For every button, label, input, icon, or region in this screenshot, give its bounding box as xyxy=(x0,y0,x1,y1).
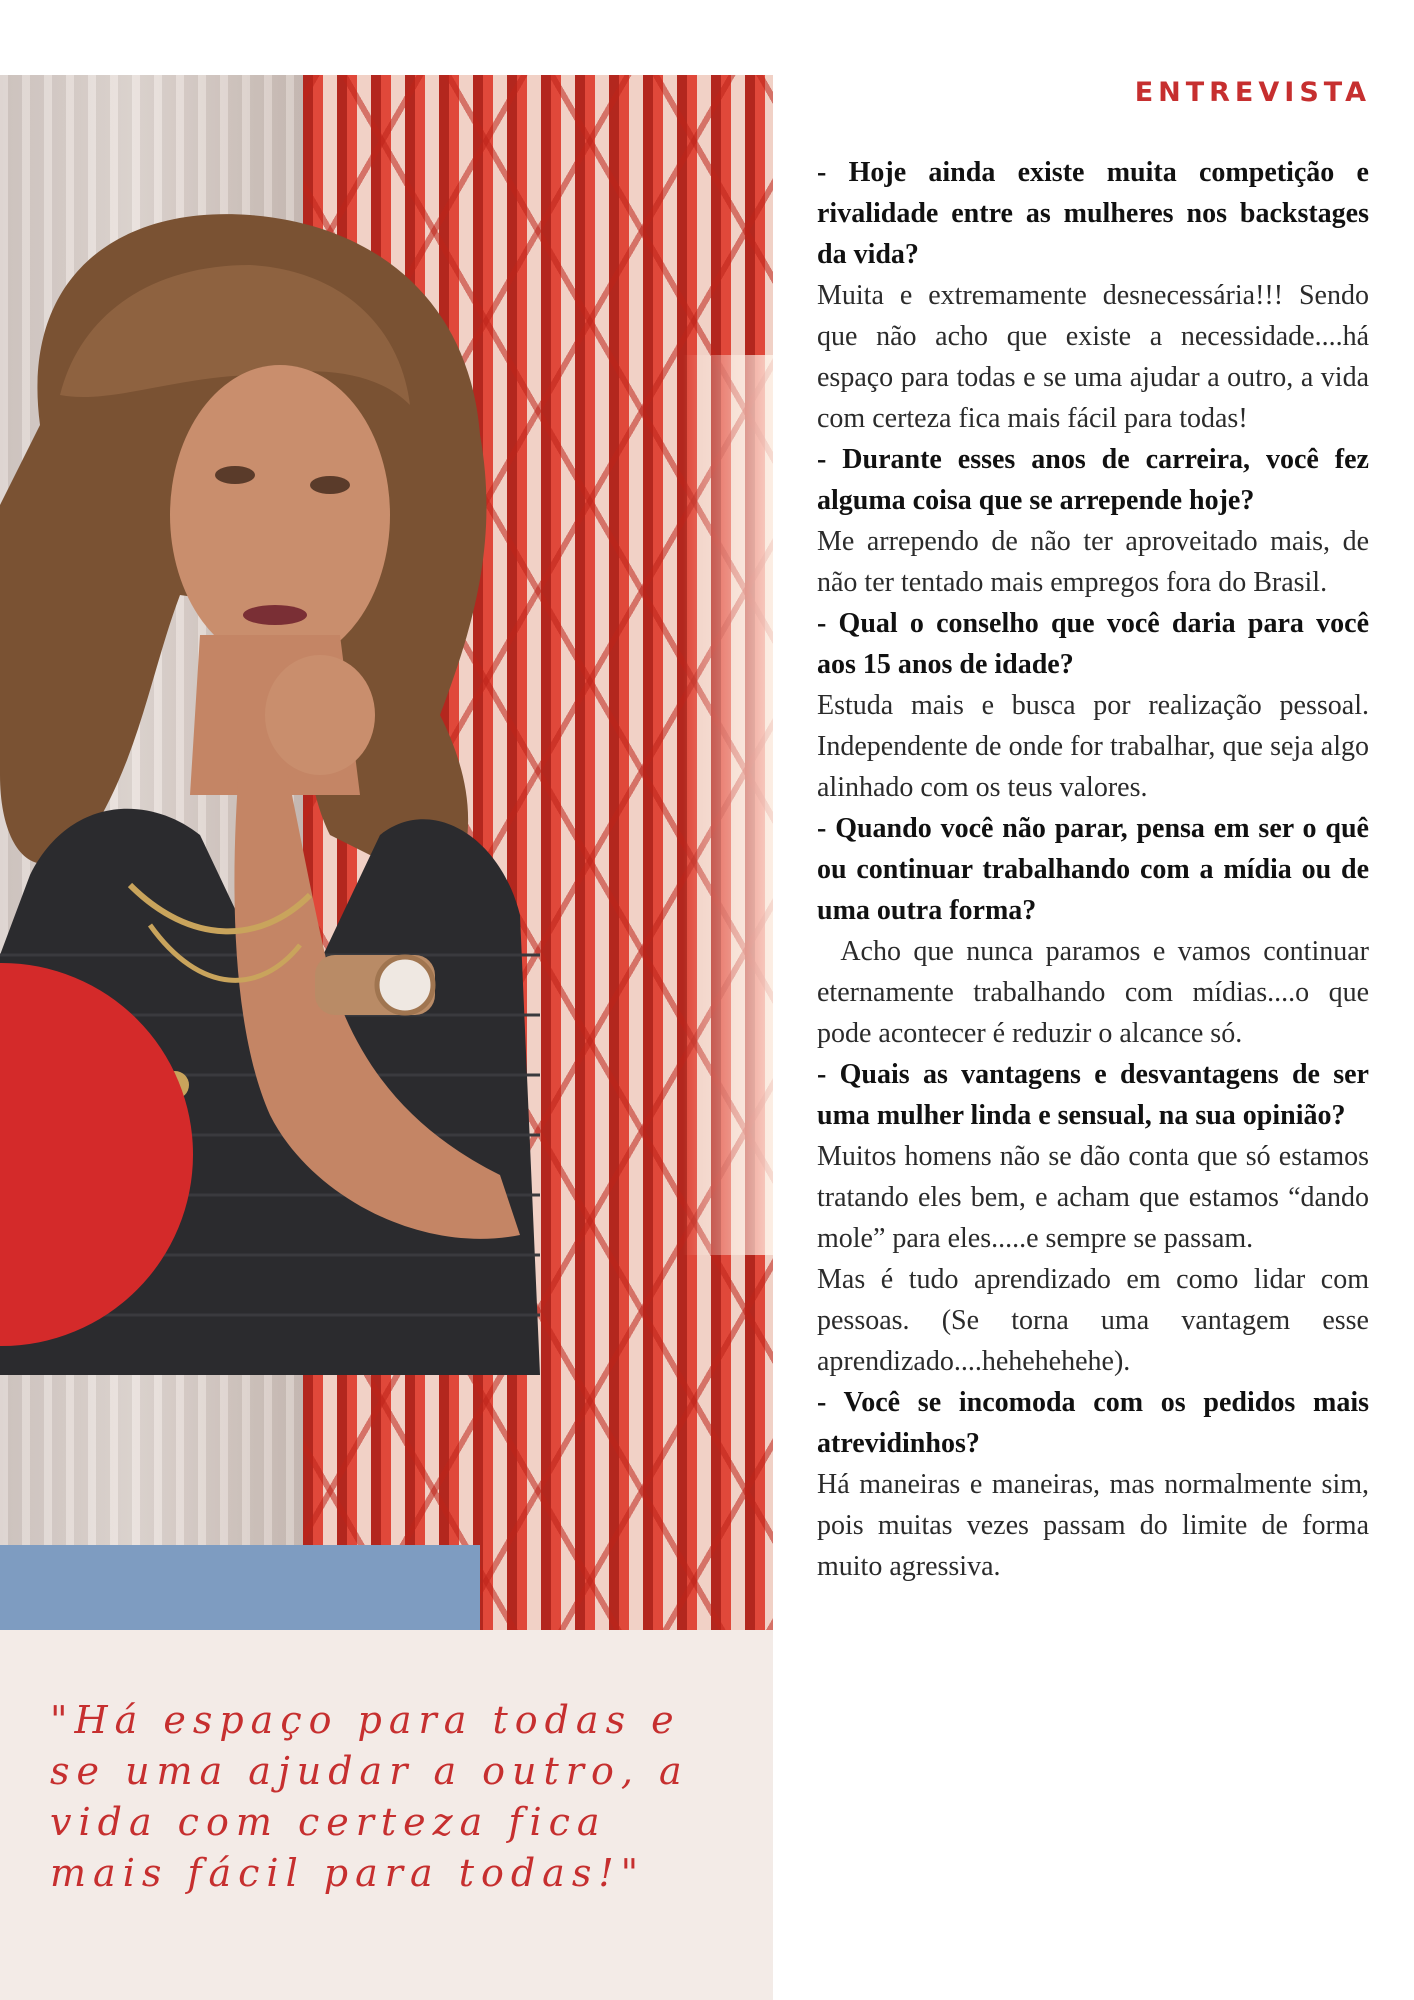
interview-answer: Mas é tudo aprendizado em como lidar com pessoas. (Se torna uma vantagem esse aprendizado....hehehehehe). xyxy=(817,1264,1369,1377)
portrait-photo xyxy=(0,75,773,1630)
interview-answer: Muita e extremamente desnecessária!!! Sendo que não acho que existe a necessidade....há espaço para todas e se uma ajudar a outro, a vida com certeza fica mais fácil para todas! xyxy=(817,280,1369,434)
interview-answer: Estuda mais e busca por realização pessoal. Independente de onde for trabalhar, que seja algo alinhado com os teus valores. xyxy=(817,690,1369,803)
pull-quote-box xyxy=(0,1630,773,2000)
interview-question: - Quando você não parar, pensa em ser o quê ou continuar trabalhando com a mídia ou de uma outra forma? xyxy=(817,813,1369,926)
interview-answer: Me arrependo de não ter aproveitado mais, de não ter tentado mais empregos fora do Brasil. xyxy=(817,526,1369,598)
interview-question: - Você se incomoda com os pedidos mais atrevidinhos? xyxy=(817,1387,1369,1459)
interview-question: - Durante esses anos de carreira, você fez alguma coisa que se arrepende hoje? xyxy=(817,444,1369,516)
interview-column xyxy=(817,152,1369,1587)
pull-quote-text: "Há espaço para todas e se uma ajudar a outro, a vida com certeza fica mais fácil para todas!" xyxy=(50,1698,689,1895)
section-label: ENTREVISTA xyxy=(1134,77,1371,108)
interview-question: - Quais as vantagens e desvantagens de ser uma mulher linda e sensual, na sua opinião? xyxy=(817,1059,1369,1131)
interview-answer: Há maneiras e maneiras, mas normalmente sim, pois muitas vezes passam do limite de forma muito agressiva. xyxy=(817,1469,1369,1582)
interview-answer: Acho que nunca paramos e vamos continuar eternamente trabalhando com mídias....o que pode acontecer é reduzir o alcance só. xyxy=(817,936,1369,1049)
interview-answer: Muitos homens não se dão conta que só estamos tratando eles bem, e acham que estamos “dando mole” para eles.....e sempre se passam. xyxy=(817,1141,1369,1254)
woman-figure-illustration xyxy=(0,75,773,1630)
interview-question: - Hoje ainda existe muita competição e rivalidade entre as mulheres nos backstages da vida? xyxy=(817,157,1369,270)
interview-question: - Qual o conselho que você daria para você aos 15 anos de idade? xyxy=(817,608,1369,680)
